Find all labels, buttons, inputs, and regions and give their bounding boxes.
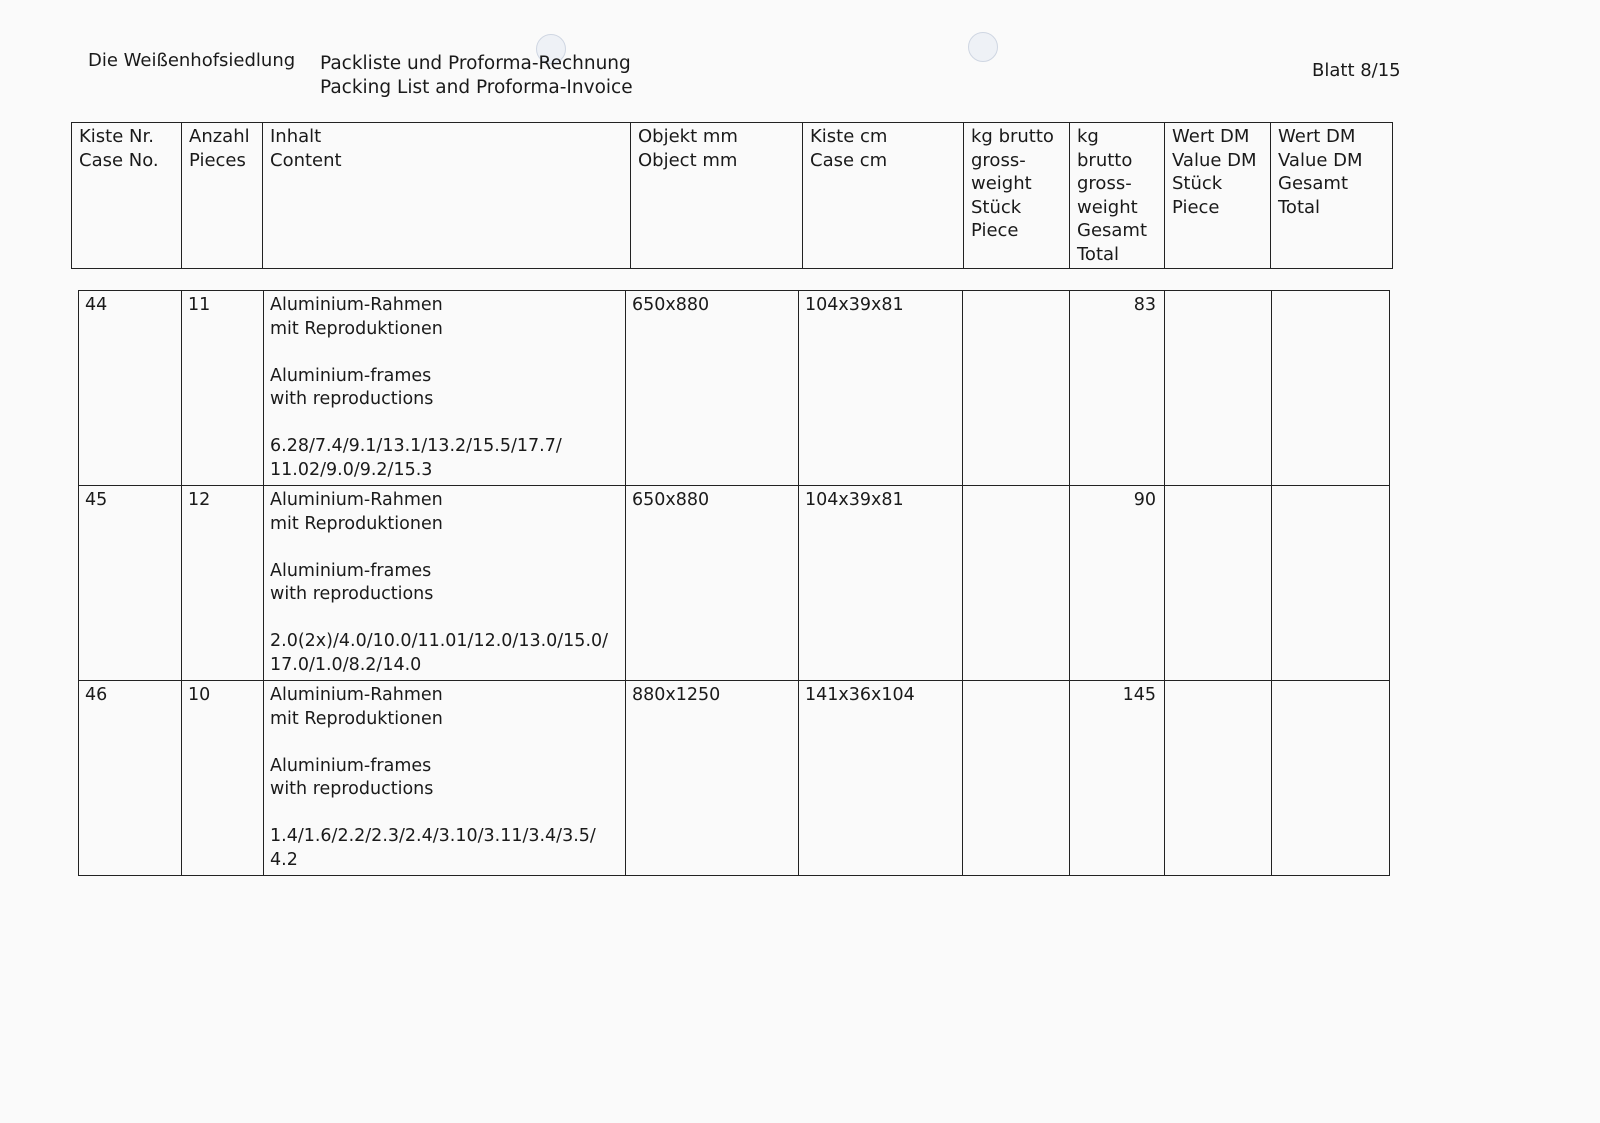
header-row <box>72 123 1393 269</box>
pieces-cell: 11 <box>182 291 264 486</box>
object-mm-cell: 650x880 <box>626 291 799 486</box>
kg-total-cell: 83 <box>1070 291 1165 486</box>
kg-total-cell: 145 <box>1070 681 1165 876</box>
dm-total-cell <box>1272 681 1390 876</box>
object-mm-cell: 880x1250 <box>626 681 799 876</box>
document-title <box>320 52 633 100</box>
case-cm-cell: 104x39x81 <box>799 291 963 486</box>
content-cell: Aluminium-Rahmen mit Reproduktionen Aluminium-frames with reproductions 1.4/1.6/2.2/2.3/2.4/3.10/3.11/3.4/3.5/ 4.2 <box>264 681 626 876</box>
pieces-cell: 12 <box>182 486 264 681</box>
case-no-cell: 44 <box>79 291 182 486</box>
content-cell: Aluminium-Rahmen mit Reproduktionen Aluminium-frames with reproductions 2.0(2x)/4.0/10.0/11.01/12.0/13.0/15.0/ 17.0/1.0/8.2/14.0 <box>264 486 626 681</box>
kg-piece-cell <box>963 486 1070 681</box>
case-no-cell: 46 <box>79 681 182 876</box>
dm-total-cell <box>1272 486 1390 681</box>
pieces-cell: 10 <box>182 681 264 876</box>
case-cm-cell: 104x39x81 <box>799 486 963 681</box>
col-header-kg-piece: kg brutto gross- weight Stück Piece <box>964 123 1070 269</box>
case-cm-cell: 141x36x104 <box>799 681 963 876</box>
case-no-cell: 45 <box>79 486 182 681</box>
table-row <box>79 486 1390 681</box>
packing-list-table <box>78 290 1390 876</box>
column-header-table <box>71 122 1393 269</box>
document-title-en: Packing List and Proforma-Invoice <box>320 77 633 98</box>
project-name: Die Weißenhofsiedlung <box>88 50 296 71</box>
table-row <box>79 291 1390 486</box>
kg-total-cell: 90 <box>1070 486 1165 681</box>
sheet-number: Blatt 8/15 <box>1312 60 1401 81</box>
document-title-de: Packliste und Proforma-Rechnung <box>320 53 631 74</box>
col-header-dm-piece: Wert DM Value DM Stück Piece <box>1165 123 1271 269</box>
col-header-case-no: Kiste Nr. Case No. <box>72 123 182 269</box>
col-header-object-mm: Objekt mm Object mm <box>631 123 803 269</box>
col-header-pieces: Anzahl Pieces <box>182 123 263 269</box>
content-cell: Aluminium-Rahmen mit Reproduktionen Aluminium-frames with reproductions 6.28/7.4/9.1/13.1/13.2/15.5/17.7/ 11.02/9.0/9.2/15.3 <box>264 291 626 486</box>
dm-piece-cell <box>1165 681 1272 876</box>
kg-piece-cell <box>963 681 1070 876</box>
col-header-content: Inhalt Content <box>263 123 631 269</box>
col-header-case-cm: Kiste cm Case cm <box>803 123 964 269</box>
object-mm-cell: 650x880 <box>626 486 799 681</box>
dm-piece-cell <box>1165 486 1272 681</box>
dm-piece-cell <box>1165 291 1272 486</box>
kg-piece-cell <box>963 291 1070 486</box>
table-row <box>79 681 1390 876</box>
col-header-dm-total: Wert DM Value DM Gesamt Total <box>1271 123 1393 269</box>
punch-hole-right <box>968 32 998 62</box>
col-header-kg-total: kg brutto gross- weight Gesamt Total <box>1070 123 1165 269</box>
dm-total-cell <box>1272 291 1390 486</box>
